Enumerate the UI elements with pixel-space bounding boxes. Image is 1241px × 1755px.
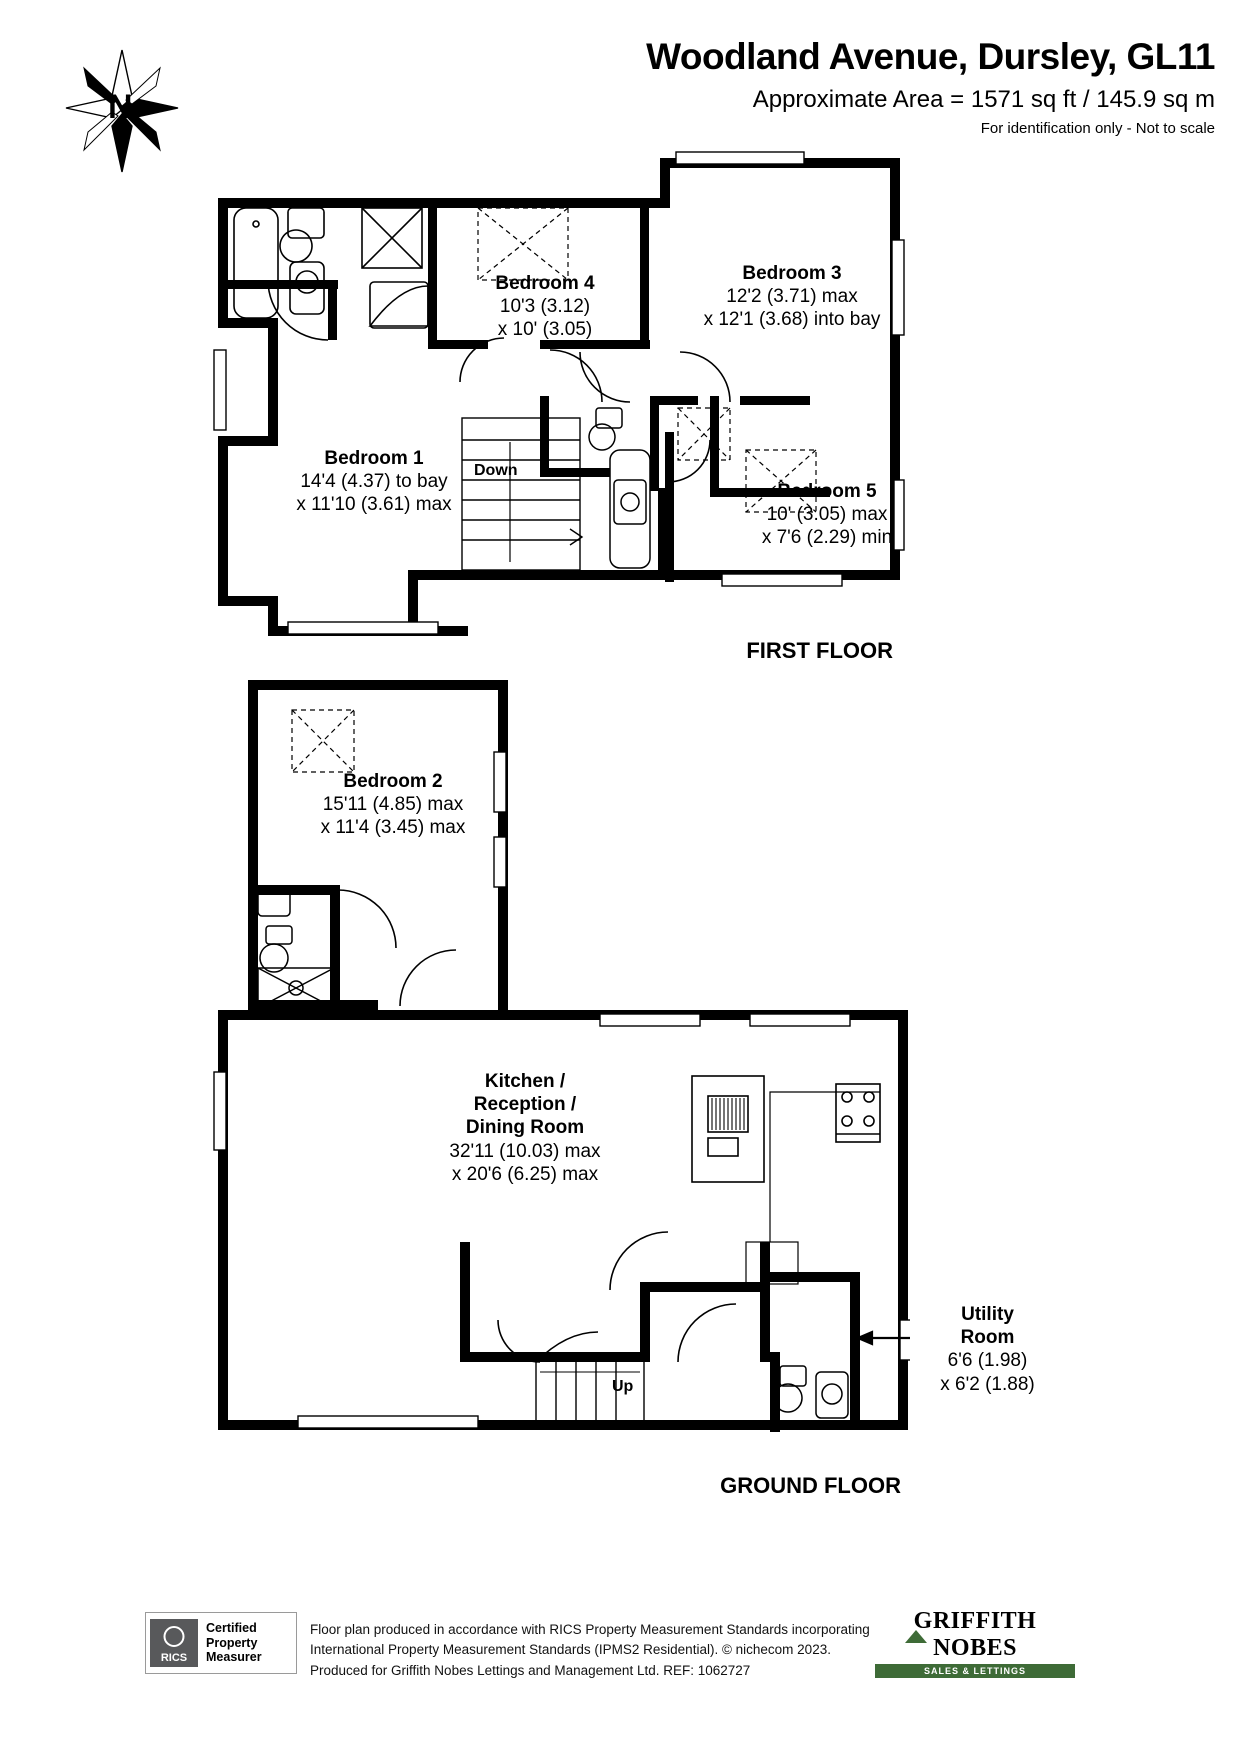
first-floor-plan <box>210 150 910 675</box>
room-label-utility-room <box>895 1303 1080 1396</box>
rics-logo-dot <box>164 1626 185 1647</box>
bedroom-5-dim2: x 7'6 (2.29) min <box>761 527 893 549</box>
kitchen-name-line2: Reception / <box>473 1094 577 1116</box>
brand-line-3: SALES & LETTINGS <box>875 1664 1075 1678</box>
rics-badge-line2: Property <box>206 1635 258 1650</box>
house-icon <box>905 1630 927 1643</box>
stairs-up-label: Up <box>612 1378 634 1395</box>
svg-text:N: N <box>108 88 133 126</box>
griffith-nobes-logo <box>875 1608 1075 1674</box>
footer-line-2: International Property Measurement Standards (IPMS2 Residential). © nichecom 2023. <box>310 1642 831 1658</box>
room-label-kitchen-reception-dining <box>400 1070 650 1186</box>
compass-rose-icon <box>62 46 182 176</box>
footer-disclaimer <box>310 1620 880 1681</box>
page-title: Woodland Avenue, Dursley, GL11 <box>646 36 1215 77</box>
bedroom-4-name: Bedroom 4 <box>495 273 595 294</box>
footer-line-3: Produced for Griffith Nobes Lettings and Management Ltd. REF: 1062727 <box>310 1662 751 1678</box>
room-label-bedroom-5 <box>712 480 942 550</box>
bedroom-1-dim1: 14'4 (4.37) to bay <box>300 471 448 493</box>
kitchen-name-line3: Dining Room <box>465 1117 585 1139</box>
rics-logo-text: RICS <box>160 1652 188 1664</box>
bedroom-3-dim1: 12'2 (3.71) max <box>726 286 858 308</box>
room-label-bedroom-4 <box>455 272 635 342</box>
first-floor-label: FIRST FLOOR <box>746 638 893 663</box>
scale-notice: For identification only - Not to scale <box>980 120 1215 137</box>
room-label-bedroom-1 <box>254 447 494 517</box>
bedroom-4-dim2: x 10' (3.05) <box>497 319 593 341</box>
bedroom-1-name: Bedroom 1 <box>324 448 424 469</box>
rics-logo-icon <box>150 1619 198 1667</box>
brand-line-2: NOBES <box>933 1635 1017 1661</box>
ground-floor-label: GROUND FLOOR <box>720 1473 901 1498</box>
bedroom-5-dim1: 10' (3.05) max <box>766 504 888 526</box>
bedroom-2-dim2: x 11'4 (3.45) max <box>320 817 466 839</box>
bedroom-3-dim2: x 12'1 (3.68) into bay <box>703 309 881 331</box>
rics-badge-line1: Certified <box>206 1620 257 1635</box>
bedroom-5-name: Bedroom 5 <box>777 481 877 502</box>
rics-badge-line3: Measurer <box>206 1650 262 1665</box>
bedroom-2-name: Bedroom 2 <box>343 771 443 792</box>
room-label-bedroom-3 <box>672 262 912 332</box>
stairs-down-label: Down <box>474 462 518 479</box>
utility-name-line1: Utility <box>961 1304 1014 1325</box>
bedroom-2-dim1: 15'11 (4.85) max <box>322 794 464 816</box>
rics-certified-badge <box>145 1612 297 1674</box>
utility-name-line2: Room <box>960 1327 1015 1349</box>
utility-dim2: x 6'2 (1.88) <box>940 1373 1035 1395</box>
bedroom-1-dim2: x 11'10 (3.61) max <box>296 494 452 516</box>
approximate-area: Approximate Area = 1571 sq ft / 145.9 sq m <box>752 86 1215 113</box>
kitchen-dim2: x 20'6 (6.25) max <box>451 1163 599 1185</box>
bedroom-3-name: Bedroom 3 <box>742 263 842 284</box>
kitchen-name-line1: Kitchen / <box>484 1071 566 1092</box>
room-label-bedroom-2 <box>268 770 518 840</box>
kitchen-dim1: 32'11 (10.03) max <box>449 1140 601 1162</box>
bedroom-4-dim1: 10'3 (3.12) <box>499 296 591 318</box>
footer-line-1: Floor plan produced in accordance with RICS Property Measurement Standards incorporating <box>310 1622 870 1637</box>
utility-dim1: 6'6 (1.98) <box>947 1350 1028 1372</box>
brand-line-1: GRIFFITH <box>913 1608 1037 1634</box>
